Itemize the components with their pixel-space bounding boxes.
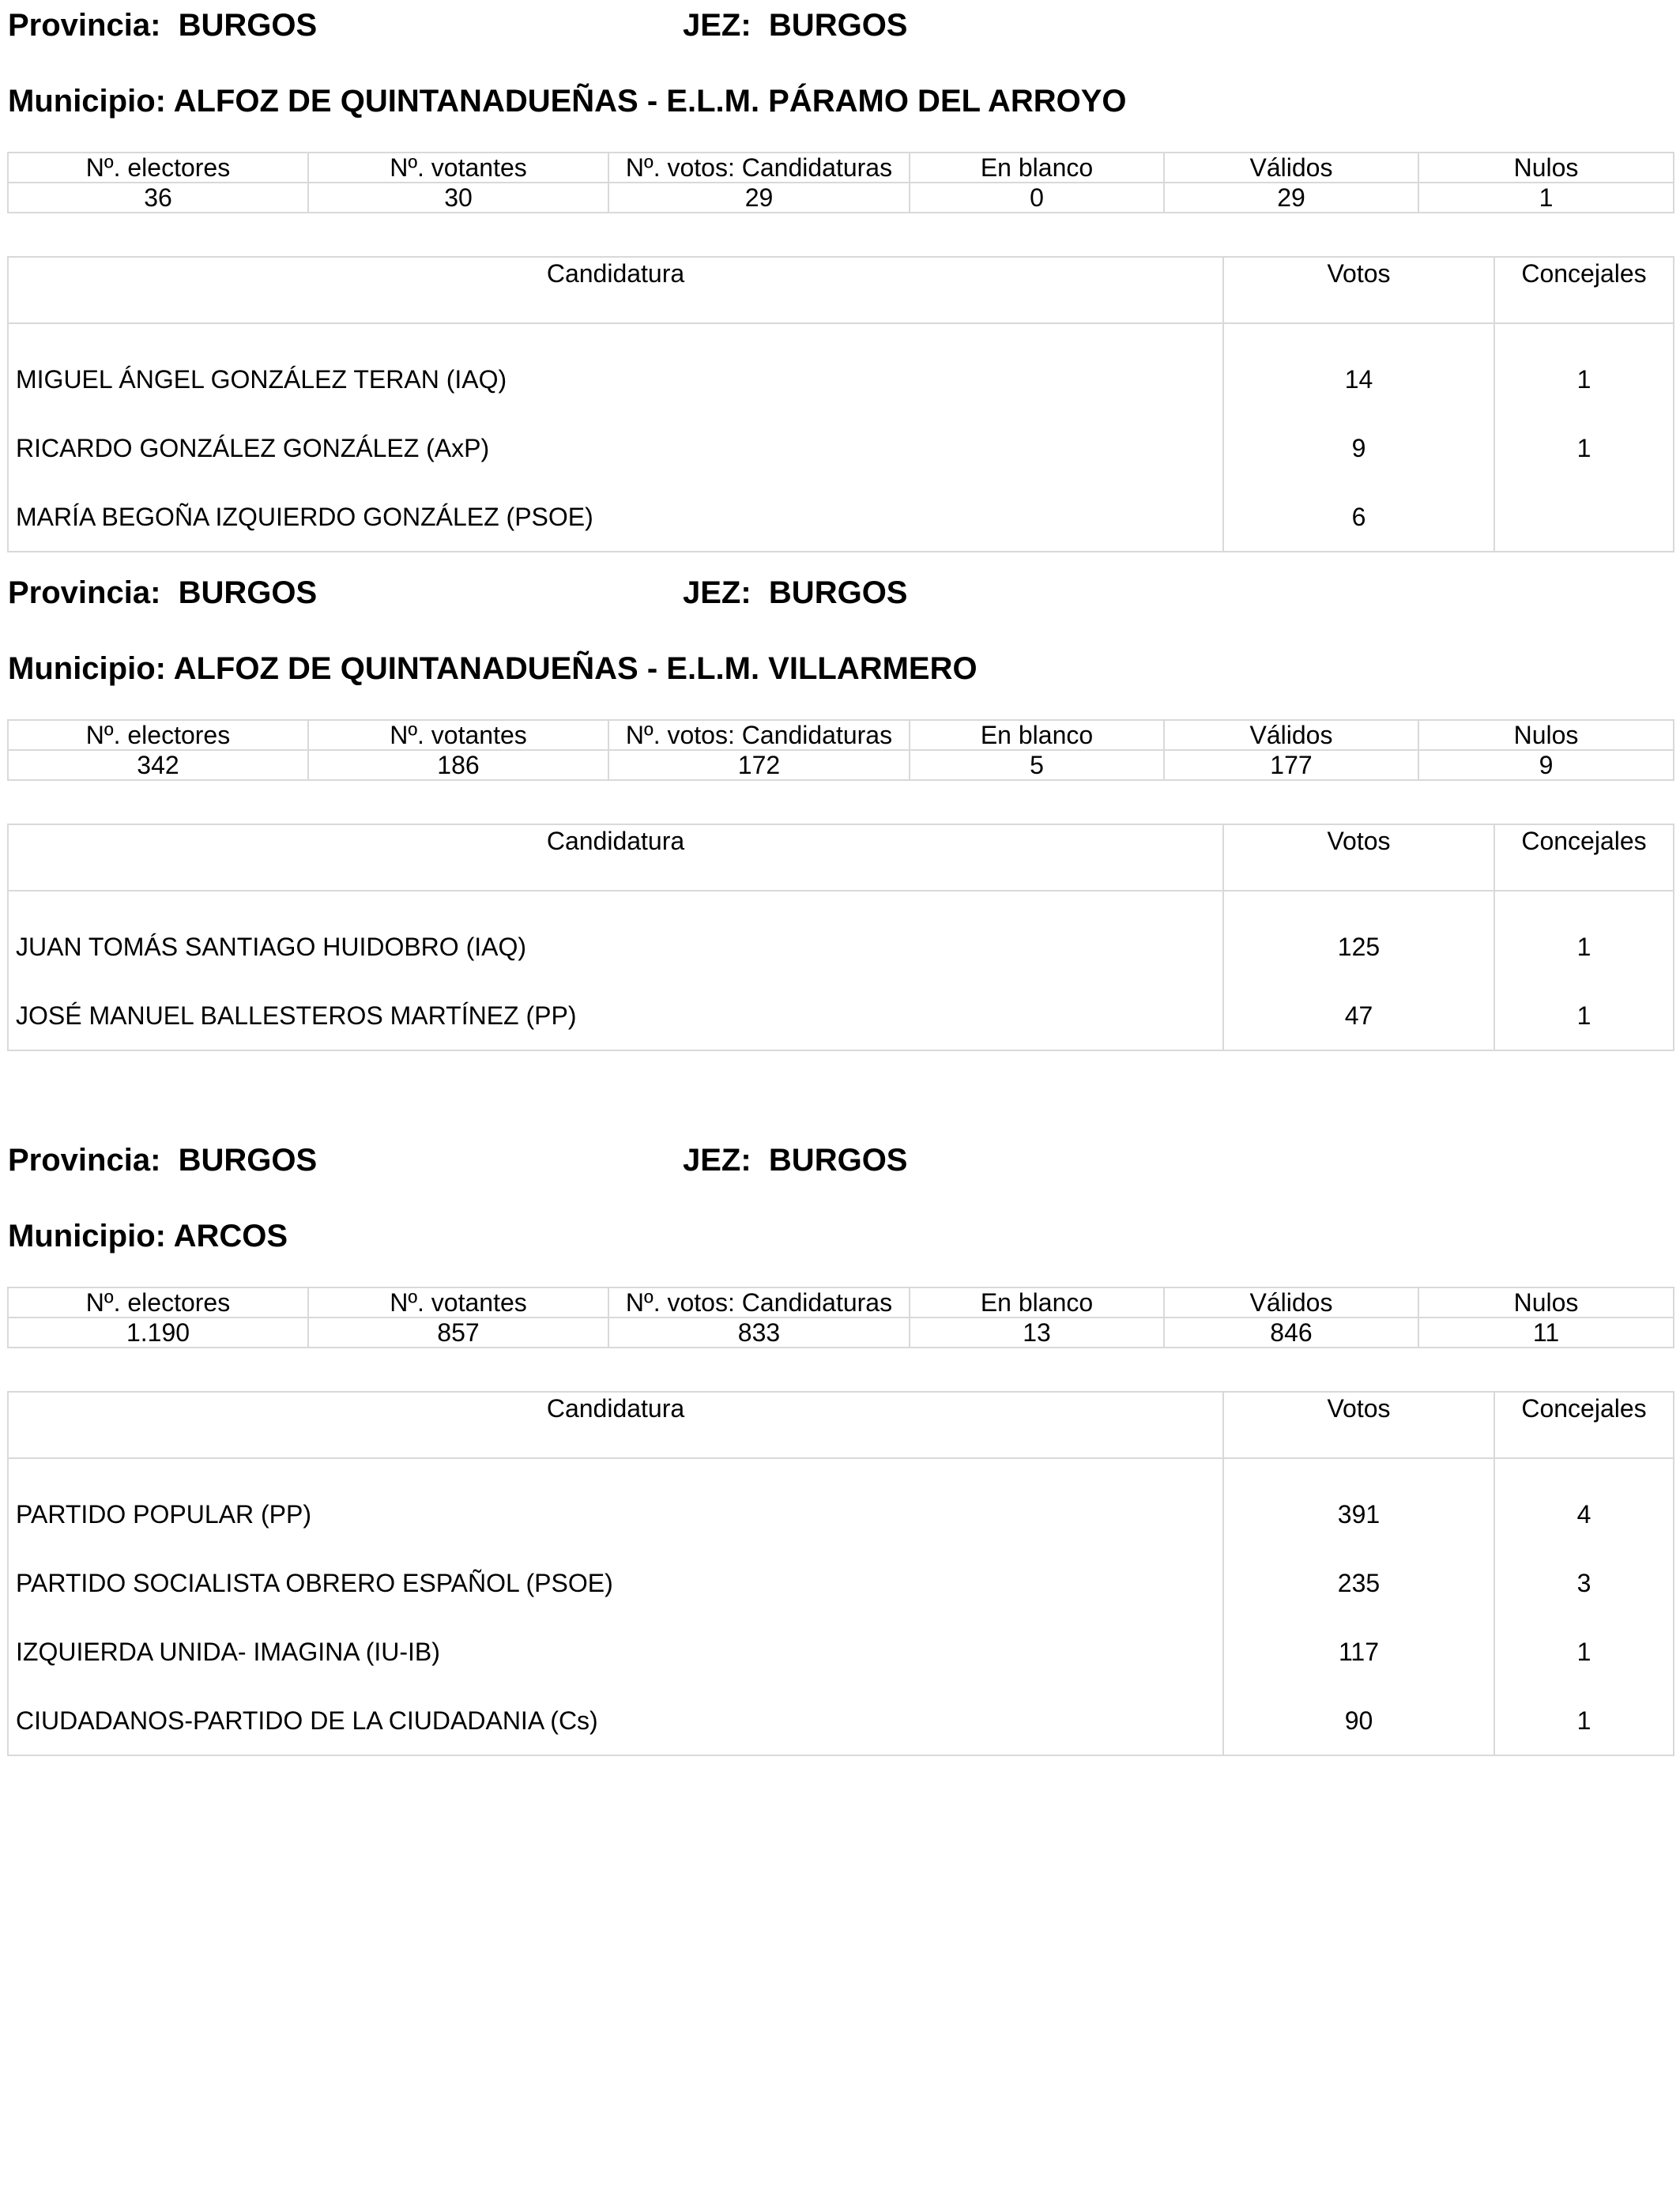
votos-candidaturas-value: 172 <box>608 750 910 780</box>
jez-header <box>683 1141 908 1179</box>
electores-header: Nº. electores <box>8 720 308 750</box>
electores-header: Nº. electores <box>8 1287 308 1318</box>
en-blanco-header: En blanco <box>910 153 1164 183</box>
votos-candidaturas-value: 833 <box>608 1318 910 1348</box>
jez-header <box>683 6 908 44</box>
provincia-value: BURGOS <box>178 575 318 610</box>
candidatura-votos: 9 <box>1223 413 1494 482</box>
stats-table <box>7 152 1674 213</box>
validos-header: Válidos <box>1164 720 1418 750</box>
municipio-header <box>8 82 1127 120</box>
table-row <box>8 413 1674 482</box>
provincia-header <box>8 1141 317 1179</box>
provincia-value: BURGOS <box>178 1143 318 1178</box>
candidatura-concejales: 1 <box>1576 433 1591 462</box>
table-row <box>8 1548 1674 1617</box>
validos-value: 29 <box>1164 183 1418 213</box>
stats-value-row <box>8 183 1674 213</box>
nulos-header: Nulos <box>1418 720 1674 750</box>
municipio-header <box>8 650 977 688</box>
provincia-header <box>8 574 317 612</box>
nulos-header: Nulos <box>1418 1287 1674 1318</box>
votos-candidaturas-value: 29 <box>608 183 910 213</box>
provincia-label: Provincia: <box>8 575 161 610</box>
jez-label: JEZ: <box>683 8 751 43</box>
candidatura-header: Candidatura <box>8 824 1223 891</box>
stats-table <box>7 719 1674 781</box>
votos-header: Votos <box>1223 257 1494 323</box>
en-blanco-header: En blanco <box>910 1287 1164 1318</box>
candidatura-votos: 125 <box>1223 891 1494 981</box>
electores-value: 1.190 <box>8 1318 308 1348</box>
candidatura-votos: 235 <box>1223 1548 1494 1617</box>
candidatura-votos: 14 <box>1223 323 1494 413</box>
candidatura-votos: 90 <box>1223 1686 1494 1755</box>
provincia-header <box>8 6 317 44</box>
table-row <box>8 1458 1674 1548</box>
nulos-value: 1 <box>1418 183 1674 213</box>
stats-value-row <box>8 750 1674 780</box>
en-blanco-header: En blanco <box>910 720 1164 750</box>
stats-value-row <box>8 1318 1674 1348</box>
provincia-label: Provincia: <box>8 1143 161 1178</box>
candidatura-concejales <box>1494 482 1674 552</box>
candidaturas-table <box>7 824 1674 1051</box>
table-row <box>8 891 1674 981</box>
municipio-label: Municipio: <box>8 84 166 119</box>
electores-value: 342 <box>8 750 308 780</box>
municipio-header <box>8 1217 288 1255</box>
jez-label: JEZ: <box>683 1143 751 1178</box>
candidaturas-header-row <box>8 257 1674 323</box>
jez-label: JEZ: <box>683 575 751 610</box>
candidatura-name: RICARDO GONZÁLEZ GONZÁLEZ (AxP) <box>8 413 1223 482</box>
candidatura-name: JUAN TOMÁS SANTIAGO HUIDOBRO (IAQ) <box>8 891 1223 981</box>
stats-table <box>7 1287 1674 1348</box>
jez-value: BURGOS <box>768 1143 908 1178</box>
candidatura-concejales: 1 <box>1576 932 1591 961</box>
electores-header: Nº. electores <box>8 153 308 183</box>
candidatura-votos: 117 <box>1223 1617 1494 1686</box>
validos-value: 177 <box>1164 750 1418 780</box>
table-row <box>8 323 1674 413</box>
candidatura-name: CIUDADANOS-PARTIDO DE LA CIUDADANIA (Cs) <box>8 1686 1223 1755</box>
votantes-value: 30 <box>308 183 608 213</box>
votantes-header: Nº. votantes <box>308 720 608 750</box>
municipio-label: Municipio: <box>8 1219 166 1253</box>
validos-header: Válidos <box>1164 1287 1418 1318</box>
electores-value: 36 <box>8 183 308 213</box>
provincia-value: BURGOS <box>178 8 318 43</box>
en-blanco-value: 5 <box>910 750 1164 780</box>
votos-candidaturas-header: Nº. votos: Candidaturas <box>608 153 910 183</box>
table-row <box>8 1617 1674 1686</box>
municipio-value: ARCOS <box>173 1219 288 1253</box>
candidatura-concejales: 3 <box>1576 1568 1591 1597</box>
candidatura-votos: 6 <box>1223 482 1494 552</box>
table-row <box>8 1686 1674 1755</box>
candidatura-header: Candidatura <box>8 257 1223 323</box>
candidatura-concejales: 4 <box>1576 1499 1591 1529</box>
candidatura-name: JOSÉ MANUEL BALLESTEROS MARTÍNEZ (PP) <box>8 981 1223 1050</box>
nulos-value: 9 <box>1418 750 1674 780</box>
validos-header: Válidos <box>1164 153 1418 183</box>
candidatura-header: Candidatura <box>8 1392 1223 1458</box>
table-row <box>8 981 1674 1050</box>
concejales-header: Concejales <box>1494 257 1674 323</box>
candidaturas-header-row <box>8 1392 1674 1458</box>
nulos-value: 11 <box>1418 1318 1674 1348</box>
votos-candidaturas-header: Nº. votos: Candidaturas <box>608 720 910 750</box>
votantes-value: 857 <box>308 1318 608 1348</box>
nulos-header: Nulos <box>1418 153 1674 183</box>
candidatura-votos: 391 <box>1223 1458 1494 1548</box>
candidatura-name: PARTIDO POPULAR (PP) <box>8 1458 1223 1548</box>
candidatura-name: PARTIDO SOCIALISTA OBRERO ESPAÑOL (PSOE) <box>8 1548 1223 1617</box>
votantes-header: Nº. votantes <box>308 153 608 183</box>
candidaturas-header-row <box>8 824 1674 891</box>
municipio-value: ALFOZ DE QUINTANADUEÑAS - E.L.M. PÁRAMO DEL ARROYO <box>173 84 1127 119</box>
candidatura-concejales: 1 <box>1576 364 1591 394</box>
jez-header <box>683 574 908 612</box>
candidaturas-table <box>7 256 1674 552</box>
votantes-header: Nº. votantes <box>308 1287 608 1318</box>
candidatura-concejales: 1 <box>1576 1637 1591 1666</box>
jez-value: BURGOS <box>768 8 908 43</box>
en-blanco-value: 13 <box>910 1318 1164 1348</box>
stats-header-row <box>8 720 1674 750</box>
table-row <box>8 482 1674 552</box>
provincia-label: Provincia: <box>8 8 161 43</box>
votos-candidaturas-header: Nº. votos: Candidaturas <box>608 1287 910 1318</box>
votantes-value: 186 <box>308 750 608 780</box>
candidatura-name: IZQUIERDA UNIDA- IMAGINA (IU-IB) <box>8 1617 1223 1686</box>
candidatura-concejales: 1 <box>1576 1001 1591 1030</box>
municipio-label: Municipio: <box>8 651 166 686</box>
candidatura-votos: 47 <box>1223 981 1494 1050</box>
concejales-header: Concejales <box>1494 1392 1674 1458</box>
votos-header: Votos <box>1223 1392 1494 1458</box>
municipio-value: ALFOZ DE QUINTANADUEÑAS - E.L.M. VILLARMERO <box>173 651 977 686</box>
jez-value: BURGOS <box>768 575 908 610</box>
candidatura-name: MIGUEL ÁNGEL GONZÁLEZ TERAN (IAQ) <box>8 323 1223 413</box>
stats-header-row <box>8 153 1674 183</box>
candidatura-name: MARÍA BEGOÑA IZQUIERDO GONZÁLEZ (PSOE) <box>8 482 1223 552</box>
en-blanco-value: 0 <box>910 183 1164 213</box>
validos-value: 846 <box>1164 1318 1418 1348</box>
concejales-header: Concejales <box>1494 824 1674 891</box>
candidaturas-table <box>7 1391 1674 1756</box>
candidatura-concejales: 1 <box>1576 1706 1591 1735</box>
stats-header-row <box>8 1287 1674 1318</box>
votos-header: Votos <box>1223 824 1494 891</box>
